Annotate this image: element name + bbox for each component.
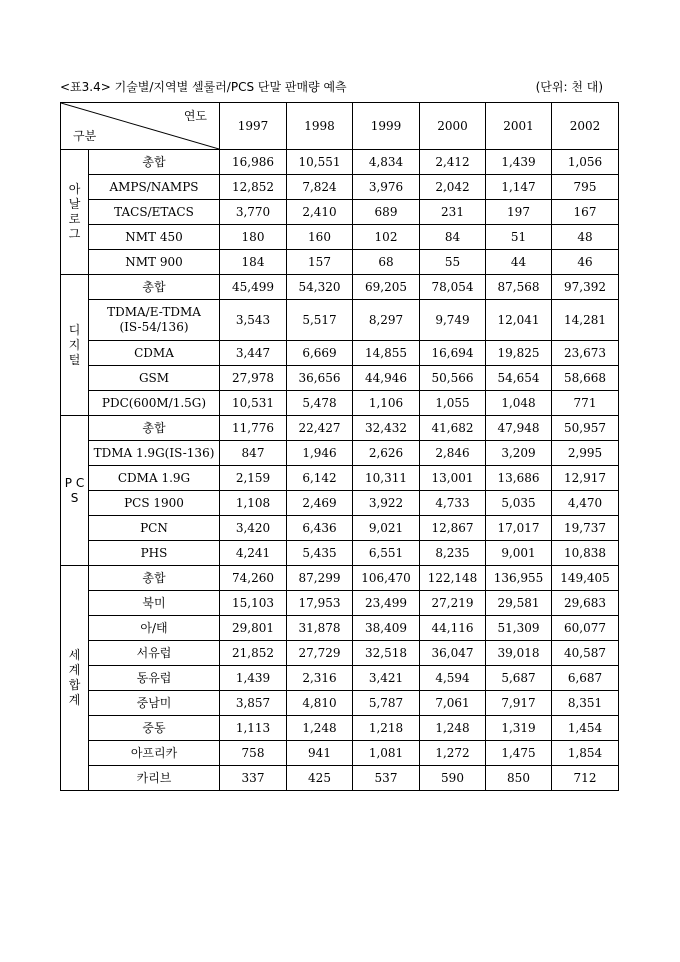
value-cell: 12,917 bbox=[552, 466, 619, 491]
value-cell: 6,669 bbox=[287, 341, 353, 366]
value-cell: 4,810 bbox=[287, 691, 353, 716]
value-cell: 6,436 bbox=[287, 516, 353, 541]
value-cell: 55 bbox=[420, 250, 486, 275]
value-cell: 1,248 bbox=[287, 716, 353, 741]
value-cell: 68 bbox=[353, 250, 420, 275]
table-row bbox=[61, 666, 619, 691]
value-cell: 3,420 bbox=[220, 516, 287, 541]
table-row bbox=[61, 300, 619, 341]
value-cell: 5,687 bbox=[486, 666, 552, 691]
value-cell: 5,435 bbox=[287, 541, 353, 566]
value-cell: 102 bbox=[353, 225, 420, 250]
value-cell: 180 bbox=[220, 225, 287, 250]
value-cell: 2,469 bbox=[287, 491, 353, 516]
table-row bbox=[61, 250, 619, 275]
row-label-cell: NMT 450 bbox=[89, 225, 220, 250]
group-label-cell: 세 계 합 계 bbox=[61, 566, 89, 791]
value-cell: 12,041 bbox=[486, 300, 552, 341]
value-cell: 1,106 bbox=[353, 391, 420, 416]
group-label-cell: 아 날 로 그 bbox=[61, 150, 89, 275]
row-label-cell: GSM bbox=[89, 366, 220, 391]
table-title: <표3.4> 기술별/지역별 셀룰러/PCS 단말 판매량 예측 bbox=[60, 80, 347, 94]
value-cell: 167 bbox=[552, 200, 619, 225]
value-cell: 5,517 bbox=[287, 300, 353, 341]
value-cell: 1,439 bbox=[220, 666, 287, 691]
row-label-cell: 서유럽 bbox=[89, 641, 220, 666]
value-cell: 1,319 bbox=[486, 716, 552, 741]
value-cell: 9,021 bbox=[353, 516, 420, 541]
unit-note: (단위: 천 대) bbox=[535, 80, 603, 94]
table-row bbox=[61, 341, 619, 366]
table-row bbox=[61, 466, 619, 491]
value-cell: 31,878 bbox=[287, 616, 353, 641]
group-label-cell: 디 지 털 bbox=[61, 275, 89, 416]
sales-forecast-table bbox=[60, 102, 619, 791]
value-cell: 4,733 bbox=[420, 491, 486, 516]
value-cell: 44,946 bbox=[353, 366, 420, 391]
value-cell: 29,581 bbox=[486, 591, 552, 616]
row-label-cell: 총합 bbox=[89, 150, 220, 175]
value-cell: 74,260 bbox=[220, 566, 287, 591]
value-cell: 106,470 bbox=[353, 566, 420, 591]
value-cell: 1,218 bbox=[353, 716, 420, 741]
value-cell: 2,410 bbox=[287, 200, 353, 225]
value-cell: 2,626 bbox=[353, 441, 420, 466]
value-cell: 3,976 bbox=[353, 175, 420, 200]
value-cell: 27,219 bbox=[420, 591, 486, 616]
value-cell: 50,566 bbox=[420, 366, 486, 391]
value-cell: 795 bbox=[552, 175, 619, 200]
value-cell: 40,587 bbox=[552, 641, 619, 666]
value-cell: 84 bbox=[420, 225, 486, 250]
value-cell: 23,499 bbox=[353, 591, 420, 616]
value-cell: 39,018 bbox=[486, 641, 552, 666]
year-header: 1999 bbox=[353, 103, 420, 150]
value-cell: 17,017 bbox=[486, 516, 552, 541]
value-cell: 1,147 bbox=[486, 175, 552, 200]
header-row bbox=[61, 103, 619, 150]
table-row bbox=[61, 691, 619, 716]
value-cell: 69,205 bbox=[353, 275, 420, 300]
row-label-cell: 총합 bbox=[89, 566, 220, 591]
value-cell: 16,694 bbox=[420, 341, 486, 366]
value-cell: 5,035 bbox=[486, 491, 552, 516]
value-cell: 1,946 bbox=[287, 441, 353, 466]
value-cell: 87,568 bbox=[486, 275, 552, 300]
value-cell: 10,311 bbox=[353, 466, 420, 491]
table-row bbox=[61, 441, 619, 466]
value-cell: 6,551 bbox=[353, 541, 420, 566]
year-header: 2000 bbox=[420, 103, 486, 150]
value-cell: 771 bbox=[552, 391, 619, 416]
value-cell: 3,857 bbox=[220, 691, 287, 716]
value-cell: 3,770 bbox=[220, 200, 287, 225]
value-cell: 16,986 bbox=[220, 150, 287, 175]
value-cell: 46 bbox=[552, 250, 619, 275]
row-label-cell: NMT 900 bbox=[89, 250, 220, 275]
row-label-cell: AMPS/NAMPS bbox=[89, 175, 220, 200]
value-cell: 8,235 bbox=[420, 541, 486, 566]
value-cell: 3,543 bbox=[220, 300, 287, 341]
value-cell: 21,852 bbox=[220, 641, 287, 666]
value-cell: 712 bbox=[552, 766, 619, 791]
table-row bbox=[61, 641, 619, 666]
corner-header-cell bbox=[61, 103, 220, 150]
table-row bbox=[61, 150, 619, 175]
value-cell: 19,825 bbox=[486, 341, 552, 366]
value-cell: 54,654 bbox=[486, 366, 552, 391]
value-cell: 2,316 bbox=[287, 666, 353, 691]
row-label-cell: PCS 1900 bbox=[89, 491, 220, 516]
value-cell: 14,855 bbox=[353, 341, 420, 366]
value-cell: 44 bbox=[486, 250, 552, 275]
value-cell: 27,978 bbox=[220, 366, 287, 391]
row-label-cell: PDC(600M/1.5G) bbox=[89, 391, 220, 416]
value-cell: 78,054 bbox=[420, 275, 486, 300]
table-row bbox=[61, 200, 619, 225]
row-label-cell: TACS/ETACS bbox=[89, 200, 220, 225]
value-cell: 5,478 bbox=[287, 391, 353, 416]
year-header: 2001 bbox=[486, 103, 552, 150]
value-cell: 23,673 bbox=[552, 341, 619, 366]
value-cell: 1,056 bbox=[552, 150, 619, 175]
value-cell: 1,854 bbox=[552, 741, 619, 766]
value-cell: 4,834 bbox=[353, 150, 420, 175]
year-header: 2002 bbox=[552, 103, 619, 150]
value-cell: 32,432 bbox=[353, 416, 420, 441]
value-cell: 1,248 bbox=[420, 716, 486, 741]
row-label-cell: PHS bbox=[89, 541, 220, 566]
table-row bbox=[61, 175, 619, 200]
value-cell: 689 bbox=[353, 200, 420, 225]
value-cell: 337 bbox=[220, 766, 287, 791]
value-cell: 3,447 bbox=[220, 341, 287, 366]
table-row bbox=[61, 591, 619, 616]
value-cell: 13,686 bbox=[486, 466, 552, 491]
row-label-cell: 중동 bbox=[89, 716, 220, 741]
value-cell: 15,103 bbox=[220, 591, 287, 616]
value-cell: 4,241 bbox=[220, 541, 287, 566]
value-cell: 160 bbox=[287, 225, 353, 250]
value-cell: 4,470 bbox=[552, 491, 619, 516]
table-row bbox=[61, 225, 619, 250]
value-cell: 14,281 bbox=[552, 300, 619, 341]
row-label-cell: PCN bbox=[89, 516, 220, 541]
table-row bbox=[61, 616, 619, 641]
row-label-cell: TDMA/E-TDMA (IS-54/136) bbox=[89, 300, 220, 341]
value-cell: 847 bbox=[220, 441, 287, 466]
value-cell: 4,594 bbox=[420, 666, 486, 691]
value-cell: 22,427 bbox=[287, 416, 353, 441]
table-caption bbox=[60, 78, 620, 98]
value-cell: 184 bbox=[220, 250, 287, 275]
value-cell: 38,409 bbox=[353, 616, 420, 641]
value-cell: 3,922 bbox=[353, 491, 420, 516]
value-cell: 197 bbox=[486, 200, 552, 225]
value-cell: 9,749 bbox=[420, 300, 486, 341]
value-cell: 7,917 bbox=[486, 691, 552, 716]
value-cell: 7,061 bbox=[420, 691, 486, 716]
value-cell: 5,787 bbox=[353, 691, 420, 716]
table-row bbox=[61, 566, 619, 591]
value-cell: 9,001 bbox=[486, 541, 552, 566]
row-label-cell: CDMA bbox=[89, 341, 220, 366]
value-cell: 48 bbox=[552, 225, 619, 250]
value-cell: 758 bbox=[220, 741, 287, 766]
value-cell: 7,824 bbox=[287, 175, 353, 200]
value-cell: 12,852 bbox=[220, 175, 287, 200]
value-cell: 6,142 bbox=[287, 466, 353, 491]
value-cell: 87,299 bbox=[287, 566, 353, 591]
value-cell: 149,405 bbox=[552, 566, 619, 591]
table-row bbox=[61, 491, 619, 516]
value-cell: 10,551 bbox=[287, 150, 353, 175]
value-cell: 1,454 bbox=[552, 716, 619, 741]
value-cell: 590 bbox=[420, 766, 486, 791]
value-cell: 17,953 bbox=[287, 591, 353, 616]
category-header-label: 구분 bbox=[73, 129, 97, 143]
row-label-cell: 총합 bbox=[89, 275, 220, 300]
value-cell: 941 bbox=[287, 741, 353, 766]
value-cell: 58,668 bbox=[552, 366, 619, 391]
value-cell: 136,955 bbox=[486, 566, 552, 591]
value-cell: 29,801 bbox=[220, 616, 287, 641]
value-cell: 1,272 bbox=[420, 741, 486, 766]
value-cell: 1,081 bbox=[353, 741, 420, 766]
row-label-cell: 아프리카 bbox=[89, 741, 220, 766]
year-header: 1998 bbox=[287, 103, 353, 150]
value-cell: 122,148 bbox=[420, 566, 486, 591]
table-row bbox=[61, 541, 619, 566]
row-label-cell: 북미 bbox=[89, 591, 220, 616]
value-cell: 11,776 bbox=[220, 416, 287, 441]
value-cell: 6,687 bbox=[552, 666, 619, 691]
value-cell: 97,392 bbox=[552, 275, 619, 300]
value-cell: 50,957 bbox=[552, 416, 619, 441]
row-label-cell: TDMA 1.9G(IS-136) bbox=[89, 441, 220, 466]
group-label-cell: P C S bbox=[61, 416, 89, 566]
value-cell: 29,683 bbox=[552, 591, 619, 616]
value-cell: 3,421 bbox=[353, 666, 420, 691]
table-row bbox=[61, 416, 619, 441]
value-cell: 44,116 bbox=[420, 616, 486, 641]
table-row bbox=[61, 766, 619, 791]
value-cell: 2,995 bbox=[552, 441, 619, 466]
value-cell: 54,320 bbox=[287, 275, 353, 300]
row-label-cell: CDMA 1.9G bbox=[89, 466, 220, 491]
value-cell: 1,108 bbox=[220, 491, 287, 516]
value-cell: 3,209 bbox=[486, 441, 552, 466]
value-cell: 13,001 bbox=[420, 466, 486, 491]
value-cell: 32,518 bbox=[353, 641, 420, 666]
value-cell: 2,412 bbox=[420, 150, 486, 175]
value-cell: 36,656 bbox=[287, 366, 353, 391]
value-cell: 10,531 bbox=[220, 391, 287, 416]
row-label-cell: 동유럽 bbox=[89, 666, 220, 691]
value-cell: 2,846 bbox=[420, 441, 486, 466]
table-body bbox=[61, 150, 619, 791]
value-cell: 1,439 bbox=[486, 150, 552, 175]
value-cell: 12,867 bbox=[420, 516, 486, 541]
table-row bbox=[61, 275, 619, 300]
value-cell: 157 bbox=[287, 250, 353, 275]
value-cell: 425 bbox=[287, 766, 353, 791]
value-cell: 1,475 bbox=[486, 741, 552, 766]
value-cell: 2,159 bbox=[220, 466, 287, 491]
value-cell: 47,948 bbox=[486, 416, 552, 441]
row-label-cell: 카리브 bbox=[89, 766, 220, 791]
year-header: 1997 bbox=[220, 103, 287, 150]
value-cell: 60,077 bbox=[552, 616, 619, 641]
value-cell: 19,737 bbox=[552, 516, 619, 541]
table-row bbox=[61, 741, 619, 766]
value-cell: 1,113 bbox=[220, 716, 287, 741]
table-row bbox=[61, 391, 619, 416]
value-cell: 36,047 bbox=[420, 641, 486, 666]
value-cell: 10,838 bbox=[552, 541, 619, 566]
value-cell: 8,297 bbox=[353, 300, 420, 341]
value-cell: 51,309 bbox=[486, 616, 552, 641]
row-label-cell: 중남미 bbox=[89, 691, 220, 716]
row-label-cell: 아/태 bbox=[89, 616, 220, 641]
table-row bbox=[61, 366, 619, 391]
value-cell: 231 bbox=[420, 200, 486, 225]
value-cell: 1,055 bbox=[420, 391, 486, 416]
value-cell: 850 bbox=[486, 766, 552, 791]
value-cell: 1,048 bbox=[486, 391, 552, 416]
table-row bbox=[61, 716, 619, 741]
value-cell: 41,682 bbox=[420, 416, 486, 441]
value-cell: 45,499 bbox=[220, 275, 287, 300]
value-cell: 27,729 bbox=[287, 641, 353, 666]
year-header-label: 연도 bbox=[183, 109, 207, 123]
table-row bbox=[61, 516, 619, 541]
value-cell: 2,042 bbox=[420, 175, 486, 200]
value-cell: 51 bbox=[486, 225, 552, 250]
row-label-cell: 총합 bbox=[89, 416, 220, 441]
value-cell: 537 bbox=[353, 766, 420, 791]
value-cell: 8,351 bbox=[552, 691, 619, 716]
